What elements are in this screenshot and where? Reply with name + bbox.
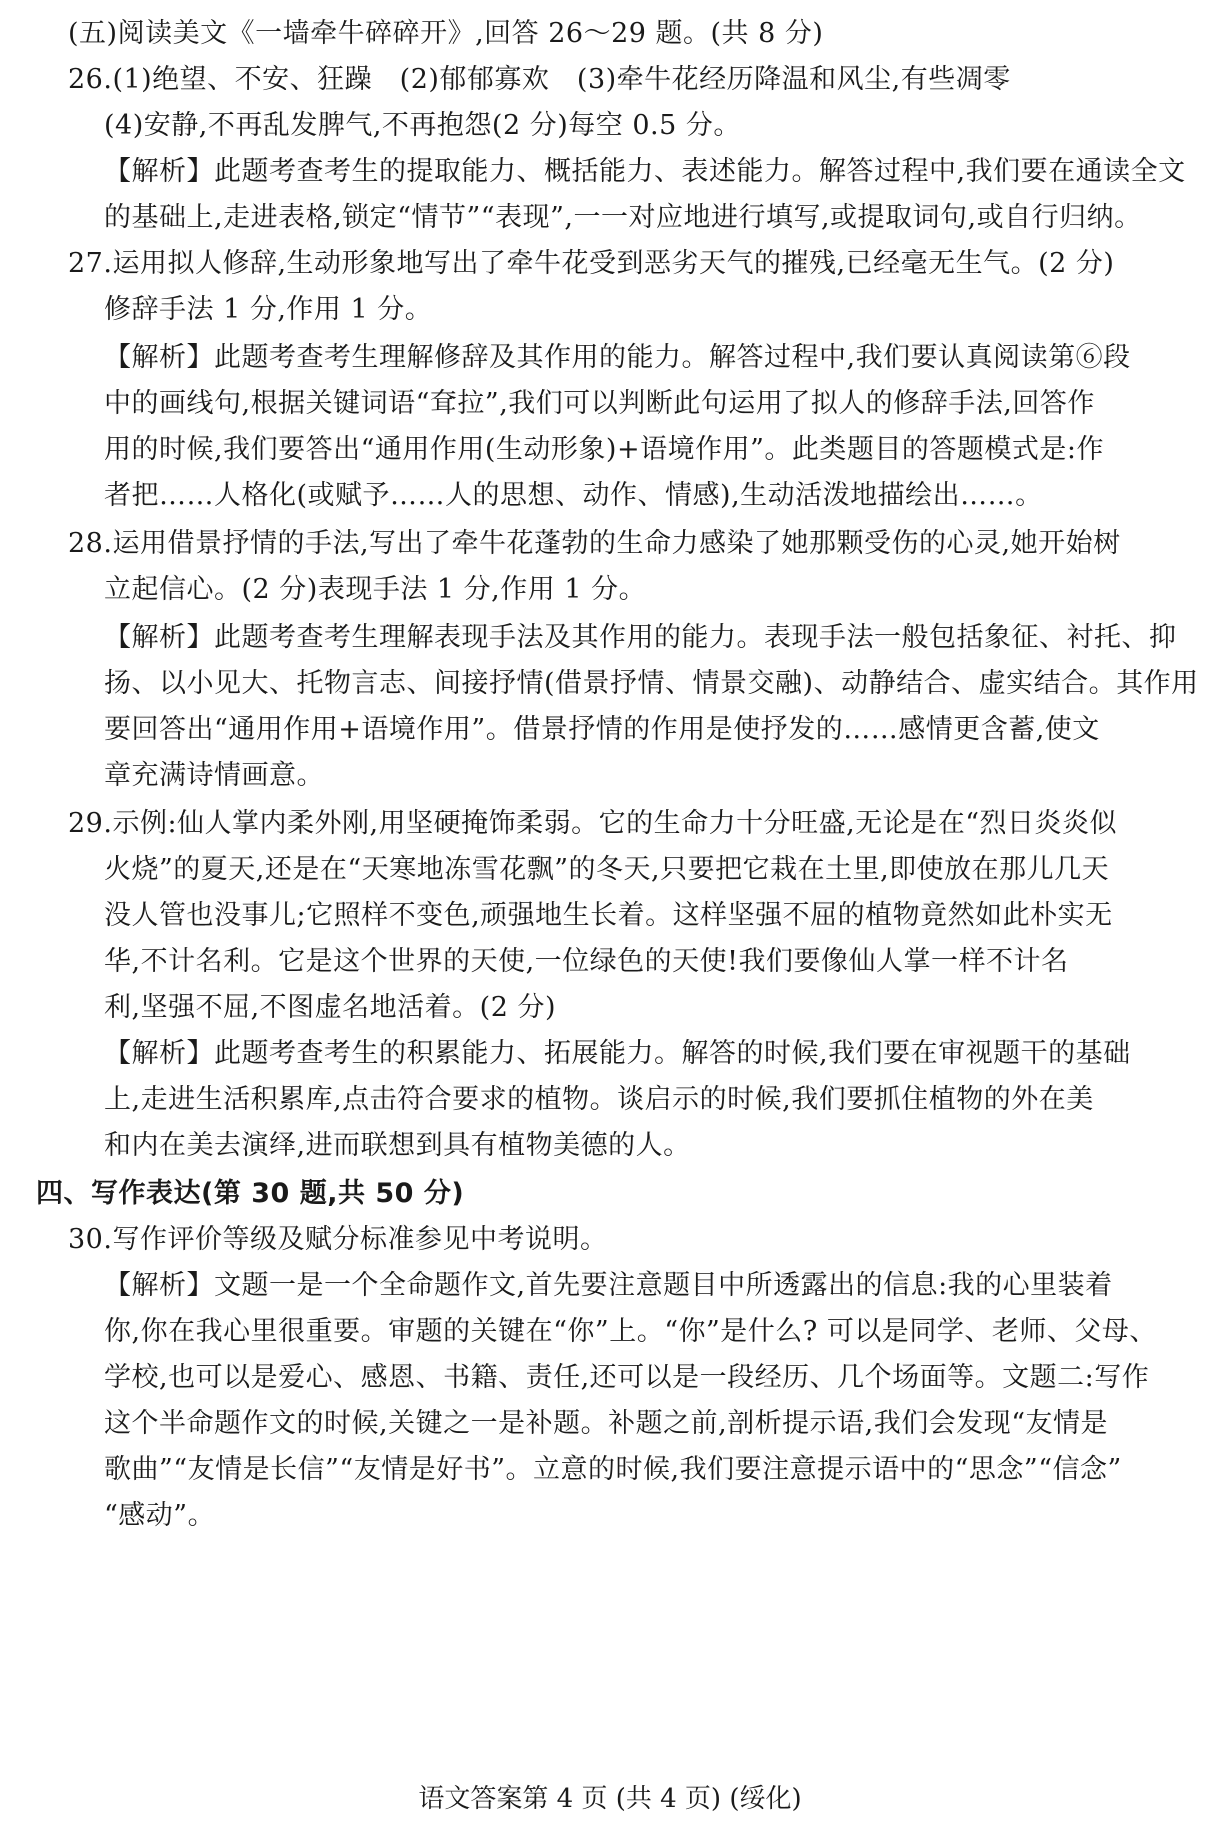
q27-line2: 修辞手法 1 分,作用 1 分。 [104,294,433,325]
q29-line1: 29.示例:仙人掌内柔外刚,用坚硬掩饰柔弱。它的生命力十分旺盛,无论是在“烈日炎炎似 [68,808,1118,839]
q30-analysis-3: 学校,也可以是爱心、感恩、书籍、责任,还可以是一段经历、几个场面等。文题二:写作 [104,1362,1150,1393]
section4-header: 四、写作表达(第 30 题,共 50 分) [36,1178,465,1209]
q29-line3: 没人管也没事儿;它照样不变色,顽强地生长着。这样坚强不屈的植物竟然如此朴实无 [104,900,1113,931]
q28-analysis-3: 要回答出“通用作用+语境作用”。借景抒情的作用是使抒发的……感情更含蓄,使文 [104,714,1100,745]
q28-line2: 立起信心。(2 分)表现手法 1 分,作用 1 分。 [104,574,647,605]
q27-analysis-1: 【解析】此题考查考生理解修辞及其作用的能力。解答过程中,我们要认真阅读第⑥段 [104,342,1131,373]
q29-analysis-2: 上,走进生活积累库,点击符合要求的植物。谈启示的时候,我们要抓住植物的外在美 [104,1084,1094,1115]
q29-analysis-3: 和内在美去演绎,进而联想到具有植物美德的人。 [104,1130,691,1161]
q29-line5: 利,坚强不屈,不图虚名地活着。(2 分) [104,992,556,1023]
q28-analysis-4: 章充满诗情画意。 [104,760,324,791]
q30-line1: 30.写作评价等级及赋分标准参见中考说明。 [68,1224,608,1255]
q28-analysis-1: 【解析】此题考查考生理解表现手法及其作用的能力。表现手法一般包括象征、衬托、抑 [104,622,1177,653]
q27-analysis-2: 中的画线句,根据关键词语“耷拉”,我们可以判断此句运用了拟人的修辞手法,回答作 [104,388,1095,419]
q27-line1: 27.运用拟人修辞,生动形象地写出了牵牛花受到恶劣天气的摧残,已经毫无生气。(2 分) [68,248,1115,279]
q28-line1: 28.运用借景抒情的手法,写出了牵牛花蓬勃的生命力感染了她那颗受伤的心灵,她开始树 [68,528,1121,559]
q26-line1: 26.(1)绝望、不安、狂躁 (2)郁郁寡欢 (3)牵牛花经历降温和风尘,有些凋零 [68,64,1011,95]
q27-analysis-4: 者把……人格化(或赋予……人的思想、动作、情感),生动活泼地描绘出……。 [104,480,1043,511]
page-footer: 语文答案第 4 页 (共 4 页) (绥化) [418,1784,802,1814]
q29-line2: 火烧”的夏天,还是在“天寒地冻雪花飘”的冬天,只要把它栽在土里,即使放在那儿几天 [104,854,1110,885]
q26-line2: (4)安静,不再乱发脾气,不再抱怨(2 分)每空 0.5 分。 [104,110,741,141]
q26-analysis-1: 【解析】此题考查考生的提取能力、概括能力、表述能力。解答过程中,我们要在通读全文 [104,156,1186,187]
q29-analysis-1: 【解析】此题考查考生的积累能力、拓展能力。解答的时候,我们要在审视题干的基础 [104,1038,1131,1069]
q30-analysis-5: 歌曲”“友情是长信”“友情是好书”。立意的时候,我们要注意提示语中的“思念”“信念” [104,1454,1122,1485]
q26-analysis-2: 的基础上,走进表格,锁定“情节”“表现”,一一对应地进行填写,或提取词句,或自行归纳。 [104,202,1142,233]
q30-analysis-6: “感动”。 [104,1500,216,1531]
q27-analysis-3: 用的时候,我们要答出“通用作用(生动形象)+语境作用”。此类题目的答题模式是:作 [104,434,1104,465]
q30-analysis-4: 这个半命题作文的时候,关键之一是补题。补题之前,剖析提示语,我们会发现“友情是 [104,1408,1109,1439]
q30-analysis-1: 【解析】文题一是一个全命题作文,首先要注意题目中所透露出的信息:我的心里装着 [104,1270,1113,1301]
q29-line4: 华,不计名利。它是这个世界的天使,一位绿色的天使!我们要像仙人掌一样不计名 [104,946,1069,977]
q30-analysis-2: 你,你在我心里很重要。审题的关键在“你”上。“你”是什么? 可以是同学、老师、父母、 [104,1316,1157,1347]
section5-header: (五)阅读美文《一墙牵牛碎碎开》,回答 26～29 题。(共 8 分) [68,18,824,49]
q28-analysis-2: 扬、以小见大、托物言志、间接抒情(借景抒情、情景交融)、动静结合、虚实结合。其作用 [104,668,1199,699]
